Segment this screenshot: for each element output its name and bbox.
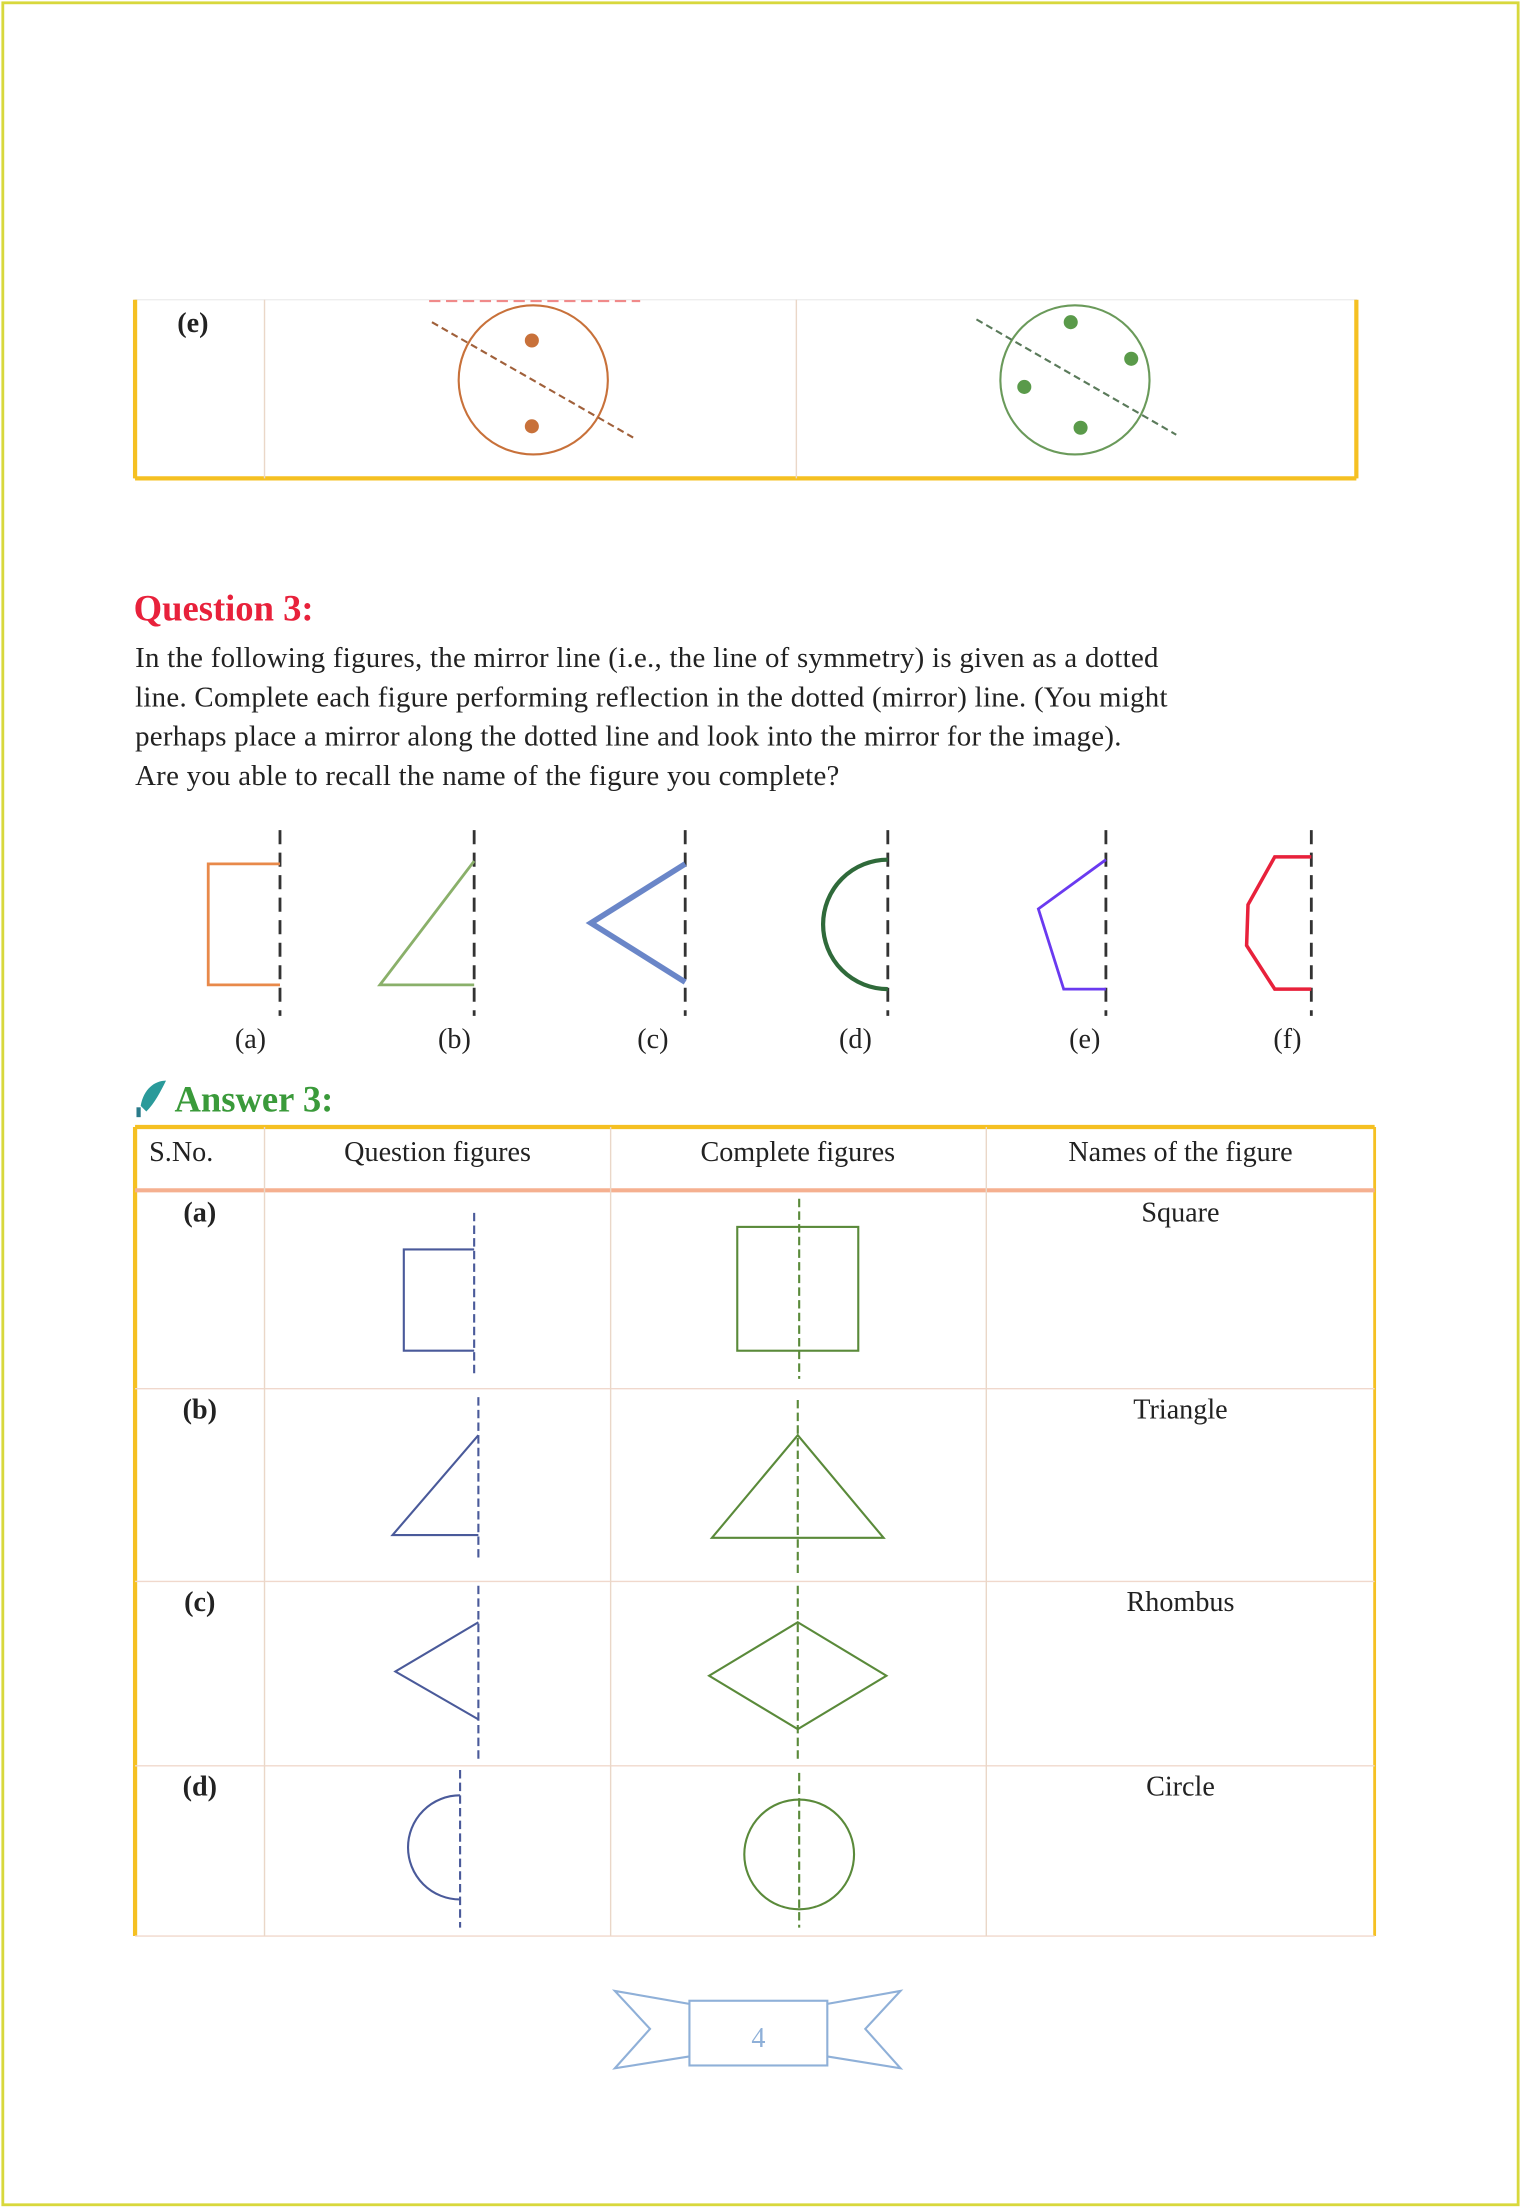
question-text [135,639,1401,797]
figure-label: (a) [234,1024,267,1056]
row-sno: (a) [183,1197,217,1229]
row-figure-name: Square [1141,1197,1220,1229]
row-figure-name: Rhombus [1126,1587,1235,1619]
question-line: line. Complete each figure performing reflection in the dotted (mirror) line. (You might [135,682,1168,714]
column-header-complete: Complete figures [700,1136,896,1168]
figure-label: (d) [839,1024,872,1056]
question-line: perhaps place a mirror along the dotted line and look into the mirror for the image). [135,721,1122,753]
column-header-name: Names of the figure [1068,1136,1293,1168]
row-sno: (b) [182,1394,217,1426]
prev-row-label: (e) [177,308,209,340]
row-sno: (d) [182,1771,217,1803]
figure-label: (e) [1069,1024,1101,1056]
row-sno: (c) [184,1587,216,1619]
answer-complete-figures [709,1199,886,1928]
figure-label: (c) [637,1024,669,1056]
question-line: In the following figures, the mirror line (i.e., the line of symmetry) is given as a dotted [135,642,1159,674]
column-header-question: Question figures [344,1136,531,1168]
green-circle-figure [976,305,1176,454]
orange-circle-figure [432,305,633,454]
prev-table [135,300,1356,479]
figure-label: (b) [438,1024,471,1056]
figure-label: (f) [1273,1024,1302,1056]
question-figures [208,830,1311,1016]
row-figure-name: Circle [1146,1771,1215,1803]
answer-heading: Answer 3: [174,1079,334,1120]
answer-table-grid [135,1127,1375,1936]
question-heading: Question 3: [133,588,314,629]
question-line: Are you able to recall the name of the figure you complete? [135,761,840,793]
column-header-sno: S.No. [149,1136,214,1168]
row-figure-name: Triangle [1133,1394,1228,1426]
answer-question-figures [393,1213,479,1928]
page-number: 4 [751,2023,766,2055]
tiwari-logo-icon [136,1081,166,1118]
